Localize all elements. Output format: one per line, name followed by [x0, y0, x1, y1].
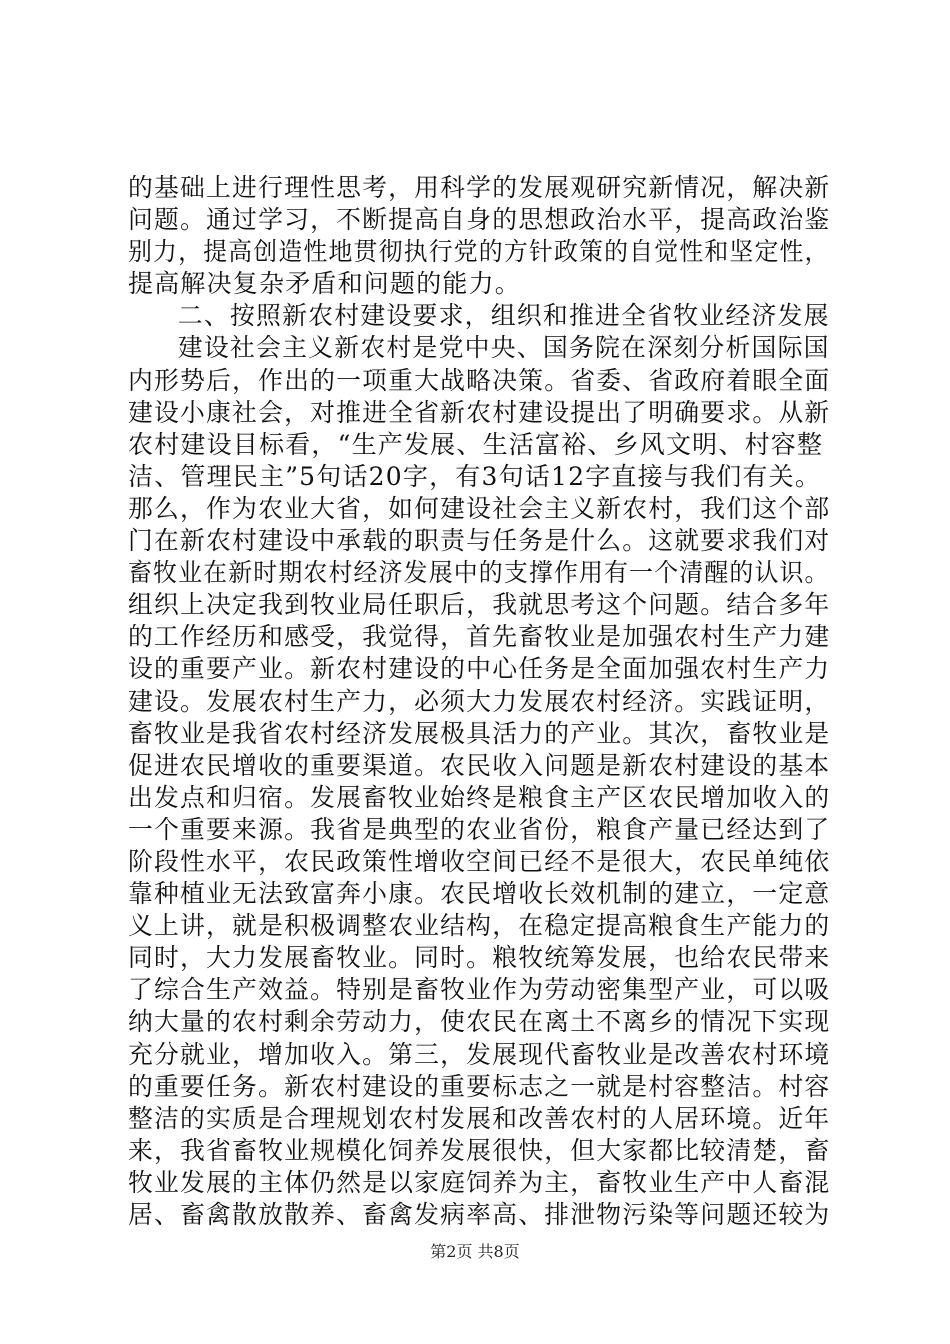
- text-line: 二、按照新农村建设要求，组织和推进全省牧业经济发展: [177, 301, 830, 331]
- text-line: 提高解决复杂矛盾和问题的能力。: [128, 269, 522, 299]
- text-line: 了综合生产效益。特别是畜牧业作为劳动密集型产业，可以吸: [128, 975, 831, 1005]
- text-line: 牧业发展的主体仍然是以家庭饲养为主，畜牧业生产中人畜混: [128, 1167, 831, 1197]
- text-line: 的基础上进行理性思考，用科学的发展观研究新情况，解决新: [128, 173, 831, 202]
- text-line: 建设小康社会，对推进全省新农村建设提出了明确要求。从新: [128, 397, 831, 427]
- text-line: 畜牧业在新时期农村经济发展中的支撑作用有一个清醒的认识。: [128, 558, 830, 588]
- text-line: 洁、管理民主”5句话20字，有3句话12字直接与我们有关。: [128, 461, 822, 491]
- text-line: 居、畜禽散放散养、畜禽发病率高、排泄物污染等问题还较为: [128, 1200, 831, 1229]
- text-line: 一个重要来源。我省是典型的农业省份，粮食产量已经达到了: [128, 814, 831, 844]
- text-line: 促进农民增收的重要渠道。农民收入问题是新农村建设的基本: [128, 750, 831, 780]
- text-line: 义上讲，就是积极调整农业结构，在稳定提高粮食生产能力的: [128, 911, 831, 941]
- text-line: 出发点和归宿。发展畜牧业始终是粮食主产区农民增加收入的: [128, 782, 831, 812]
- text-line: 组织上决定我到牧业局任职后，我就思考这个问题。结合多年: [128, 590, 831, 620]
- text-line: 门在新农村建设中承载的职责与任务是什么。这就要求我们对: [128, 526, 831, 556]
- text-line: 建设。发展农村生产力，必须大力发展农村经济。实践证明，: [128, 686, 831, 716]
- text-line: 纳大量的农村剩余劳动力，使农民在离土不离乡的情况下实现: [128, 1007, 831, 1037]
- text-line: 那么，作为农业大省，如何建设社会主义新农村，我们这个部: [128, 493, 831, 523]
- text-line: 的重要任务。新农村建设的重要标志之一就是村容整洁。村容: [128, 1071, 831, 1101]
- text-line: 别力，提高创造性地贯彻执行党的方针政策的自觉性和坚定性，: [128, 237, 830, 267]
- text-line: 畜牧业是我省农村经济发展极具活力的产业。其次，畜牧业是: [128, 718, 831, 748]
- text-line: 靠种植业无法致富奔小康。农民增收长效机制的建立，一定意: [128, 879, 831, 909]
- text-line: 充分就业，增加收入。第三，发展现代畜牧业是改善农村环境: [128, 1039, 831, 1069]
- text-line: 来，我省畜牧业规模化饲养发展很快，但大家都比较清楚，畜: [128, 1135, 831, 1165]
- text-line: 阶段性水平，农民政策性增收空间已经不是很大，农民单纯依: [128, 846, 831, 876]
- text-line: 整洁的实质是合理规划农村发展和改善农村的人居环境。近年: [128, 1103, 831, 1133]
- text-line: 设的重要产业。新农村建设的中心任务是全面加强农村生产力: [128, 654, 831, 684]
- text-line: 建设社会主义新农村是党中央、国务院在深刻分析国际国: [177, 333, 830, 363]
- page-footer: 第2页 共8页: [430, 1242, 520, 1261]
- text-line: 问题。通过学习，不断提高自身的思想政治水平，提高政治鉴: [128, 205, 831, 235]
- text-line: 的工作经历和感受，我觉得，首先畜牧业是加强农村生产力建: [128, 622, 831, 652]
- text-line: 农村建设目标看，“生产发展、生活富裕、乡风文明、村容整: [128, 429, 824, 459]
- text-line: 同时，大力发展畜牧业。同时。粮牧统筹发展，也给农民带来: [128, 943, 831, 973]
- document-body: [128, 172, 830, 1231]
- text-line: 内形势后，作出的一项重大战略决策。省委、省政府着眼全面: [128, 365, 831, 395]
